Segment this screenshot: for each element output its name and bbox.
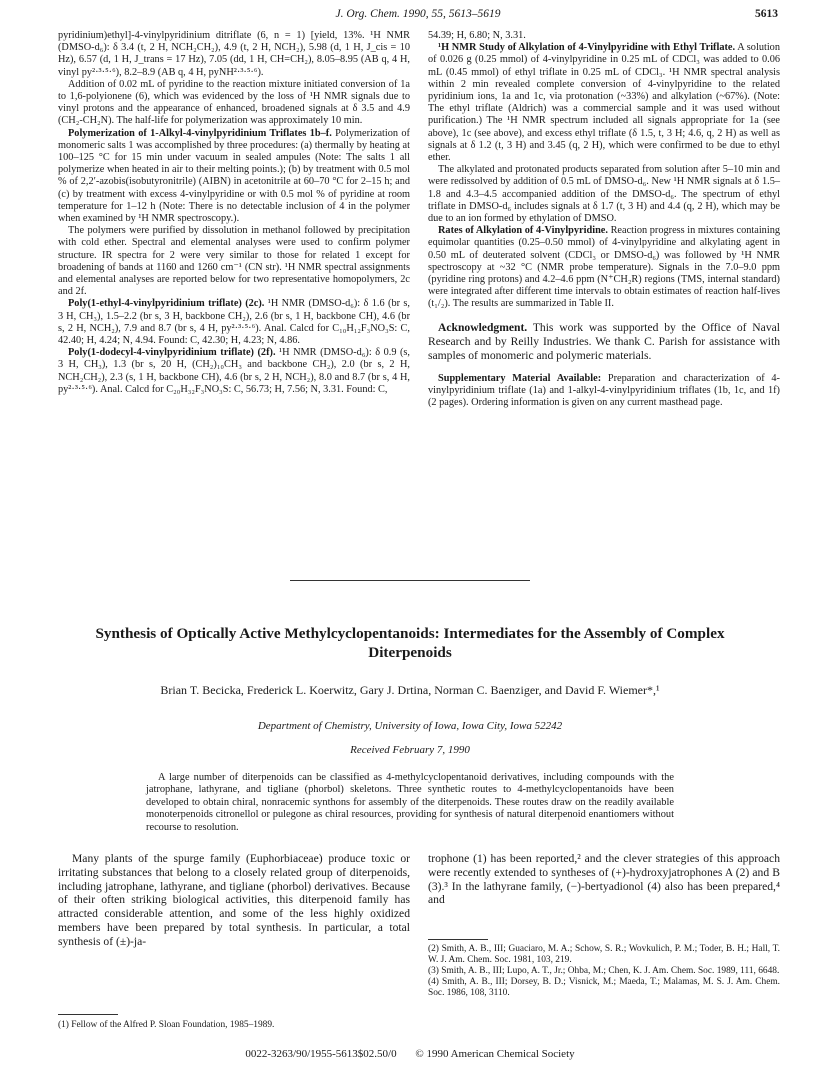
article-authors: Brian T. Becicka, Frederick L. Koerwitz, Gary J. Drtina, Norman C. Baenziger, and David F. Wiemer*,¹ (160, 683, 660, 697)
paragraph: The alkylated and protonated products separated from solution after 5–10 min and were redissolved by addition of 0.5 mL of DMSO-d₆. New ¹H NMR signals at δ 1.5–1.8 and 4.3–4.5 accompanied addition of the DMSO-d₆. The spectrum of ethyl triflate in DMSO-d₆ includes signals at δ 1.7 (t, 3 H) and 4.4 (q, 2 H), which may be due to an ion formed by ethylation of DMSO. (428, 164, 780, 225)
page-number: 5613 (755, 8, 778, 20)
paragraph-heading: Polymerization of 1-Alkyl-4-vinylpyridinium Triflates 1b–f. (68, 127, 332, 139)
supplementary-heading: Supplementary Material Available: (438, 372, 602, 384)
paragraph (58, 128, 410, 226)
acknowledgment (428, 321, 780, 363)
body-left-column (58, 852, 410, 949)
abstract: A large number of diterpenoids can be classified as 4-methylcyclopentanoid derivatives, including compounds with the jatrophane, lathyrane, and tigliane (phorbol) skeletons. Three synthetic routes to 4-methylcyclopentanoids have been developed to obtain chiral, nonracemic synthons for assembly of the diterpenoids. These routes draw on the readily available monoterpenoids citronellol or pulegone as chiral resources, providing for synthesis of natural diterpenoid enantiomers without recourse to resolution. (146, 772, 674, 833)
paragraph-heading: ¹H NMR Study of Alkylation of 4-Vinylpyridine with Ethyl Triflate. (438, 42, 736, 54)
copyright: © 1990 American Chemical Society (415, 1048, 575, 1060)
supplementary-text: Preparation and characterization of 4-vinylpyridinium triflate (1a) and 1-alkyl-4-vinylpyridinium triflates (1b, 1c, and 1f) (2 pages). Ordering information is given on any current masthead page. (428, 372, 780, 409)
paragraph (428, 225, 780, 310)
acknowledgment-text: This work was supported by the Office of Naval Research and by Reilly Industries. We thank C. Parish for assistance with samples of monomeric and polymeric materials. (428, 320, 780, 362)
paragraph-heading: Rates of Alkylation of 4-Vinylpyridine. (438, 225, 608, 237)
body-right-column (428, 852, 780, 907)
running-header (58, 8, 778, 24)
paragraph-text: Reaction progress in mixtures containing equimolar quantities (0.25–0.50 mmol) of 4-vinylpyridine and alkylating agent in 0.50 mL of deuterated solvent (CDCl₃ or DMSO-d₆) was followed by ¹H NMR spectroscopy at ~32 °C (NMR probe temperature). Signals in the 7.0–9.0 ppm (pyridine ring protons) and 4.2–4.6 ppm (N⁺CH₂R) regions (TMS, internal standard) were integrated after different time intervals to obtain estimates of reaction half-lives (t₁/₂). The results are summarized in Table II. (428, 225, 780, 310)
footnote-rule (58, 1014, 118, 1015)
author-affiliation: Department of Chemistry, University of Iowa, Iowa City, Iowa 52242 (257, 720, 563, 732)
footnotes-right (428, 944, 780, 999)
paragraph-text: A solution of 0.026 g (0.25 mmol) of 4-vinylpyridine in 0.25 mL of CDCl₃ was added to 0.06 mL (0.45 mmol) of ethyl triflate in 0.25 mL of CDCl₃. ¹H NMR spectral analysis within 2 min revealed complete conversion of 4-vinylpyridine to the related pyridinium ions, 1a and 1c, via protonation (~33%) and alkylation (~67%). (Note: The ethyl triflate (Aldrich) was a commercial sample and it was used without purification.) The ¹H NMR spectrum included all signals appropriate for 1a (see above), 1c (see above), and excess ethyl triflate (δ 1.5, t, 3 H; 4.6, q, 2 H) as well as signals at δ 1.2 (t, 3 H) and 3.45 (q, 2 H), which were confirmed to be due to ethyl ether. (428, 42, 780, 164)
paragraph: Many plants of the spurge family (Euphorbiaceae) produce toxic or irritating substances that belong to a closely related group of diterpenoids, including jatrophane, lathyrane, and tigliane (phorbol) derivatives. Because of their often striking biological activities, this diterpenoid family has attracted considerable attention, and some of the less highly oxidized members have been prepared by total synthesis. In particular, a total synthesis of (±)-ja- (58, 852, 410, 948)
received-date: Received February 7, 1990 (350, 744, 470, 756)
paragraph-text: ¹H NMR (DMSO-d₆): δ 1.6 (br s, 3 H, CH₃), 1.5–2.2 (br s, 3 H, backbone CH₂), 2.6 (br s, 1 H, backbone CH), 4.6 (br s, 2 H, NCH₂), 7.9 and 8.7 (br s, 4 H, py²·³·⁵·⁶). Anal. Calcd for C₁₀H₁₂F₃NO₃S: C, 42.40; H, 4.24; N, 4.94. Found: C, 42.30; H, 4.23; N, 4.86. (58, 298, 410, 347)
footnote: (4) Smith, A. B., III; Dorsey, B. D.; Visnick, M.; Maeda, T.; Malamas, M. S. J. Am. Chem. Soc. 1986, 108, 3110. (428, 977, 780, 998)
paragraph-text: Polymerization of monomeric salts 1 was accomplished by three procedures: (a) thermally by heating at 100–125 °C for 15 min under vacuum in sealed ampules (Note: The salts 1 all polymerize when heated in air to their melting points.); (b) by treatment with 0.5 mol % of 2,2′-azobis(isobutyronitrile) (AIBN) in acetonitrile at 60–70 °C for 2–15 h; and (c) by treatment with excess 4-vinylpyridine or with 0.5 mol % of pyridine at room temperature for 1–12 h (Note: There is no detectable inclusion of 4 in the polymer when examined by ¹H NMR spectroscopy.). (58, 127, 410, 225)
paragraph: trophone (1) has been reported,² and the clever strategies of this approach were recently extended to syntheses of (+)-hydroxyjatrophones A (2) and B (3).³ In the lathyrane family, (−)-bertyadionol (4) also has been prepared,⁴ and (428, 852, 780, 907)
footnote-rule (428, 939, 488, 940)
paragraph: pyridinium)ethyl]-4-vinylpyridinium ditriflate (6, n = 1) [yield, 13%. ¹H NMR (DMSO-d₆): δ 3.4 (t, 2 H, NCH₂CH₂), 4.9 (t, 2 H, NCH₂), 5.98 (d, 1 H, J_cis = 10 Hz), 6.57 (d, 1 H, J_trans = 17 Hz), 7.05 (dd, 1 H, CH=CH₂), 8.05–8.95 (AB q, 4 H, vinyl py²·³·⁵·⁶), 8.2–8.9 (AB q, 4 H, pyNH²·³·⁵·⁶). (58, 30, 410, 78)
article-code: 0022-3263/90/1955-5613$02.50/0 (245, 1048, 397, 1060)
right-text-column (428, 30, 780, 409)
paragraph: The polymers were purified by dissolution in methanol followed by precipitation with cold ether. Spectral and elemental analyses were used to confirm polymer structure. IR spectra for 2 were very similar to those for related 1 except for broadening of bands at 1160 and 1260 cm⁻¹ (CN str). ¹H NMR spectral assignments and elemental analyses are reported below for two representative homopolymers, 2c and 2f. (58, 225, 410, 298)
paragraph (428, 42, 780, 164)
paragraph: 54.39; H, 6.80; N, 3.31. (428, 30, 526, 41)
footnote: (2) Smith, A. B., III; Guaciaro, M. A.; Schow, S. R.; Wovkulich, P. M.; Toder, B. H.; Hall, T. W. J. Am. Chem. Soc. 1981, 103, 219. (428, 944, 780, 965)
paragraph: Addition of 0.02 mL of pyridine to the reaction mixture initiated conversion of 1a to 1,6-polyionene (6), which was evidenced by the loss of ¹H NMR signals due to vinyl protons and the appearance of enhanced, broadened signals at δ 3.5 and 4.9 (CH₂-CH₂N). The half-life for polymerization was approximately 10 min. (58, 78, 410, 127)
footnote: (1) Fellow of the Alfred P. Sloan Foundation, 1985–1989. (58, 1020, 275, 1030)
journal-citation: J. Org. Chem. 1990, 55, 5613–5619 (335, 8, 501, 20)
section-divider (290, 580, 530, 581)
supplementary-material (428, 373, 780, 410)
acknowledgment-heading: Acknowledgment. (438, 320, 528, 334)
paragraph (58, 298, 410, 347)
page-footer (58, 1048, 762, 1060)
footnote: (3) Smith, A. B., III; Lupo, A. T., Jr.; Ohba, M.; Chen, K. J. Am. Chem. Soc. 1989, 111, 6648. (428, 966, 780, 976)
paragraph (58, 347, 410, 396)
paragraph-text: ¹H NMR (DMSO-d₆): δ 0.9 (s, 3 H, CH₃), 1.3 (br s, 20 H, (CH₂)₁₀CH₃ and backbone CH₂), 2.0 (br s, 2 H, NCH₂CH₂), 2.3 (s, 1 H, backbone CH), 4.6 (br s, 2 H, NCH₂), 8.0 and 8.7 (br s, 4 H, py²·³·⁵·⁶). Anal. Calcd for C₂₀H₃₂F₃NO₃S: C, 56.73; H, 7.56; N, 3.31. Found: C, (58, 347, 410, 395)
paragraph-heading: Poly(1-ethyl-4-vinylpyridinium triflate) (2c). (68, 298, 265, 310)
article-title: Synthesis of Optically Active Methylcyclopentanoids: Intermediates for the Assembly of Complex Diterpenoids (95, 625, 725, 661)
left-text-column (58, 30, 410, 396)
paragraph-heading: Poly(1-dodecyl-4-vinylpyridinium triflate) (2f). (68, 347, 276, 359)
